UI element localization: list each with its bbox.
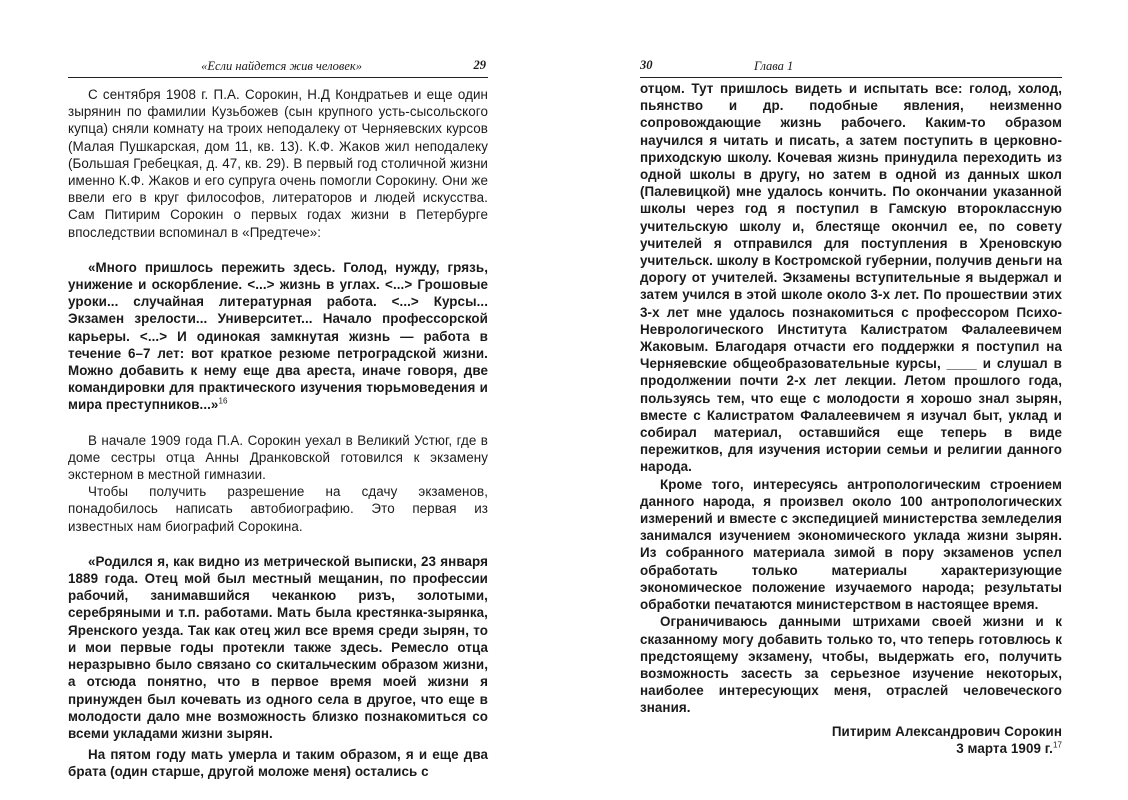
signature-date-line [640,740,1062,757]
quote-text: «Много пришлось пережить здесь. Голод, нужду, грязь, унижение и оскорбление. <...> жизнь в углах. <...> Грошовые уроки... случайная литературная работа. <...> Курсы... Экзамен зрелости... Университет... Начало профессорской карьеры. <...> И одинокая замкнутая жизнь — работа в течение 6–7 лет: вот краткое резюме петроградской жизни. Можно добавить к нему еще два ареста, иначе говоря, две командировки для практического изучения тюрьмоведения и мира преступников...» [68,259,488,413]
footnote-ref: 16 [218,396,228,406]
quote-block: Кроме того, интересуясь антропологическим строением данного народа, я произвел около 100 антропологических измерений и вместе с экспедицией министерства земледелия занимался изучением экономического уклада жизни зырян. Из собранного материала зимой в пору экзаменов успел обработать только материалы характеризующие экономическое положение изучаемого народа; результаты обработки печатаются министерством в настоящее время. [640,476,1062,613]
running-title: Глава 1 [754,59,794,73]
paragraph: В начале 1909 года П.А. Сорокин уехал в Великий Устюг, где в доме сестры отца Анны Дранковской готовился к экзамену экстерном в местной гимназии. [68,432,488,483]
running-title: «Если найдется жив человек» [201,59,362,73]
right-page [564,0,1128,800]
page-number: 30 [640,58,653,72]
paragraph: Чтобы получить разрешение на сдачу экзаменов, понадобилось написать автобиографию. Это первая из известных нам биографий Сорокина. [68,484,488,534]
signature [640,723,1062,757]
quote-block: Ограничиваюсь данными штрихами своей жизни и к сказанному могу добавить только то, что теперь готовлюсь к предстоящему экзамену, чтобы, выдержать его, получить возможность засесть за серьезное изучение некоторых, наиболее интересующих меня, отраслей человеческого знания. [640,614,1062,716]
right-page-body [640,80,1062,757]
quote-block: отцом. Тут пришлось видеть и испытать все: голод, холод, пьянство и др. подобные явления, неизменно сопровождающие жизнь рабочего. Каким-то образом научился я читать и писать, а затем поступить в церковно-приходскую школу. Кочевая жизнь принудила переходить из одной школы в другу, но затем в одной из данных школ (Палевицкой) мне удалось кончить. По окончании указанной школы через год я поступил в Гамскую второклассную учительскую школу и, блестяще окончил ее, по совету учителей я отправился для поступления в Хреновскую учительск. школу в Костромской губернии, получив деньги на дорогу от учителей. Экзамены вступительные я выдержал и затем учился в этой школе около 3-х лет. По прошествии этих 3-х лет мне удалось познакомиться с профессором Психо-Неврологического Института Калистратом Фалалеевичем Жаковым. Благодаря отчасти его поддержки я поступил на Черняевские общеобразовательные курсы, ____ и слушал в продолжении почти 2-х лет лекции. Летом прошлого года, пользуясь тем, что еще с молодости я хорошо знал зырян, вместе с Калистратом Фалалеевичем я изучал быт, уклад и собирал материал, оставшийся еще теперь в виде пережитков, для изучения истории семьи и религии данного народа. [640,81,1062,475]
paragraph: С сентября 1908 г. П.А. Сорокин, Н.Д Кондратьев и еще один зырянин по фамилии Кузьбожев (сын крупного усть-сысольского купца) сняли комнату на троих неподалеку от Черняевских курсов (Малая Пушкарская, дом 11, кв. 13). К.Ф. Жаков жил неподалеку (Большая Гребецкая, д. 47, кв. 29). В первый год столичной жизни именно К.Ф. Жаков и его супруга очень помогли Сорокину. Они же ввели его в круг философов, литераторов и людей искусства. Сам Питирим Сорокин о первых годах жизни в Петербурге впоследствии вспоминал в «Предтече»: [68,87,488,240]
signature-date: 3 марта 1909 г. [956,740,1053,756]
page-number: 29 [473,58,486,72]
left-running-head [68,57,488,78]
footnote-ref: 17 [1052,740,1062,750]
left-page-body [68,86,488,781]
quote-block: На пятом году мать умерла и таким образом, я и еще два брата (один старше, другой моложе меня) остались с [68,747,488,780]
right-running-head [640,57,1062,78]
quote-block [68,259,488,414]
signature-name: Питирим Александрович Сорокин [831,723,1062,739]
quote-block: «Родился я, как видно из метрической выписки, 23 января 1889 года. Отец мой был местный мещанин, по профессии рабочий, занимавшийся чеканкою ризъ, золотыми, серебряными и т.п. работами. Мать была крестянка-зырянка, Яренского уезда. Так как отец жил все время среди зырян, то и мои первые годы протекли также здесь. Ремесло отца неразрывно было связано со скитальческим образом жизни, а отсюда понятно, что в первое время моей жизни я принужден был кочевать из одного села в другое, что еще в молодости дало мне возможность близко познакомиться со всеми укладами жизни зырян. [68,553,488,741]
